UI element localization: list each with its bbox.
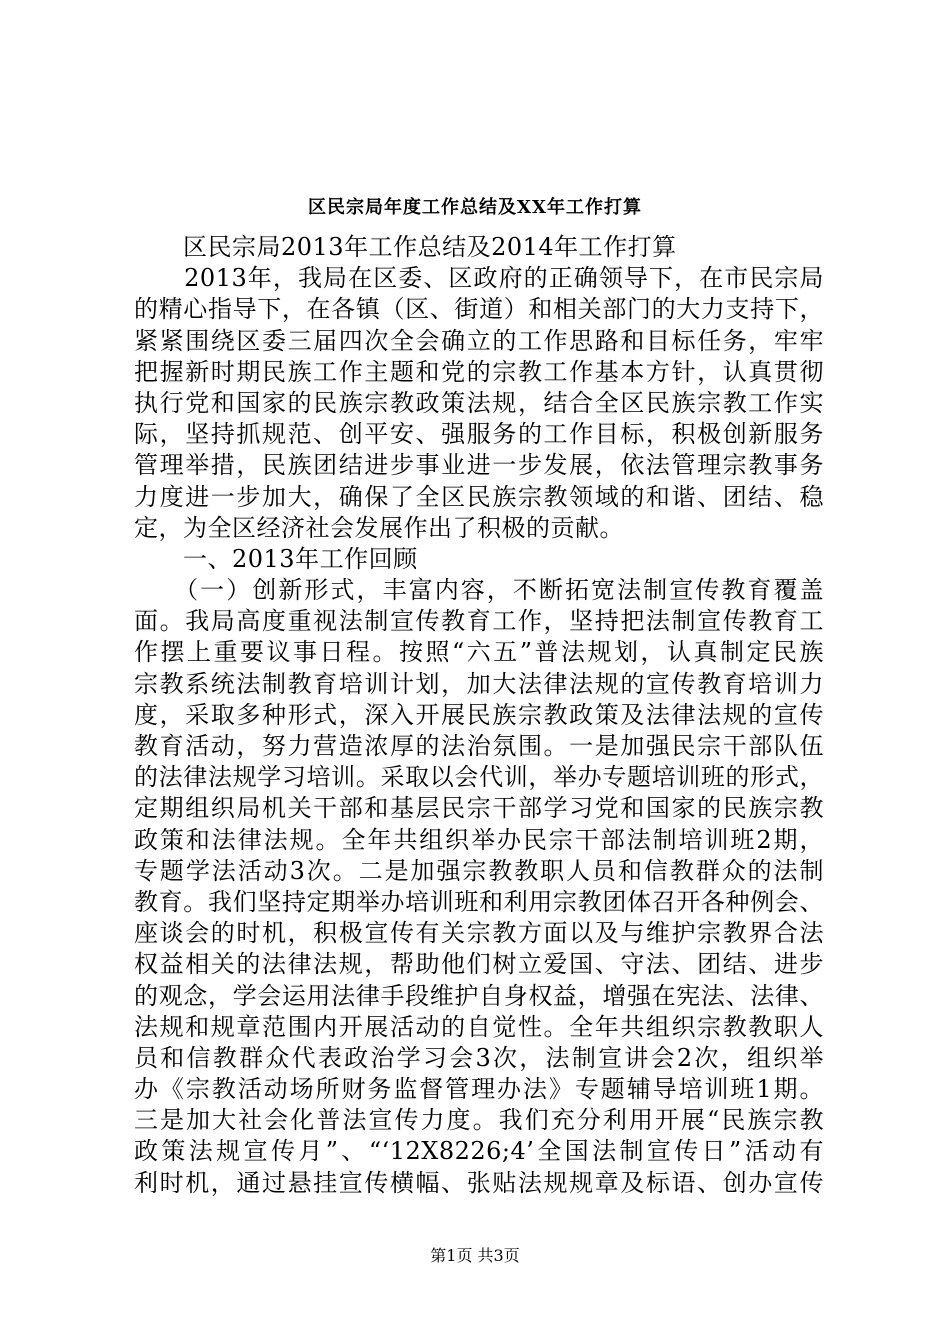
body-line: 面。我局高度重视法制宣传教育工作，坚持把法制宣传教育工 [134,607,824,636]
body-line: 政策法规宣传月”、“‘12X8226;4’全国法制宣传日”活动有 [134,1137,824,1166]
body-line: 政策和法律法规。全年共组织举办民宗干部法制培训班2期， [134,825,824,854]
body-line: 定期组织局机关干部和基层民宗干部学习党和国家的民族宗教 [134,794,824,823]
body-line: 教育活动，努力营造浓厚的法治氛围。一是加强民宗干部队伍 [134,732,824,760]
document-title: 区民宗局年度工作总结及XX年工作打算 [308,197,642,218]
body-line: 管理举措，民族团结进步事业进一步发展，依法管理宗教事务 [134,451,824,480]
body-line: 专题学法活动3次。二是加强宗教教职人员和信教群众的法制 [134,856,824,885]
body-line: 2013年，我局在区委、区政府的正确领导下，在市民宗局 [134,264,824,293]
body-line: 一、2013年工作回顾 [134,544,418,573]
body-line: 紧紧围绕区委三届四次全会确立的工作思路和目标任务，牢牢 [134,326,824,355]
body-line: 员和信教群众代表政治学习会3次，法制宣讲会2次，组织举 [134,1043,824,1072]
body-line: 的观念，学会运用法律手段维护自身权益，增强在宪法、法律、 [134,981,824,1010]
body-line: 把握新时期民族工作主题和党的宗教工作基本方针，认真贯彻 [134,357,824,386]
body-line: 教育。我们坚持定期举办培训班和利用宗教团体召开各种例会、 [134,887,824,916]
body-line: 的精心指导下，在各镇（区、街道）和相关部门的大力支持下， [134,295,824,324]
document-body [134,232,824,1199]
body-line: 力度进一步加大，确保了全区民族宗教领域的和谐、团结、稳 [134,482,824,511]
body-line: 定，为全区经济社会发展作出了积极的贡献。 [134,513,624,542]
body-line: 作摆上重要议事日程。按照“六五”普法规划，认真制定民族 [134,638,824,667]
body-line: 办《宗教活动场所财务监督管理办法》专题辅导培训班1期。 [134,1075,824,1104]
body-line: 执行党和国家的民族宗教政策法规，结合全区民族宗教工作实 [134,388,824,417]
body-line: 度，采取多种形式，深入开展民族宗教政策及法律法规的宣传 [134,700,824,729]
body-line: 法规和规章范围内开展活动的自觉性。全年共组织宗教教职人 [134,1012,824,1041]
body-line: 区民宗局2013年工作总结及2014年工作打算 [134,233,677,261]
body-line: 座谈会的时机，积极宣传有关宗教方面以及与维护宗教界合法 [134,919,824,948]
page-footer: 第1页 共3页 [430,1246,520,1265]
body-line: 际，坚持抓规范、创平安、强服务的工作目标，积极创新服务 [134,420,824,449]
body-line: 的法律法规学习培训。采取以会代训，举办专题培训班的形式， [134,763,824,792]
body-line: 宗教系统法制教育培训计划，加大法律法规的宣传教育培训力 [134,669,824,698]
body-line: 利时机，通过悬挂宣传横幅、张贴法规规章及标语、创办宣传 [134,1168,824,1197]
body-line: 三是加大社会化普法宣传力度。我们充分利用开展“民族宗教 [134,1106,824,1135]
body-line: （一）创新形式，丰富内容，不断拓宽法制宣传教育覆盖 [134,576,824,605]
body-line: 权益相关的法律法规，帮助他们树立爱国、守法、团结、进步 [134,950,824,979]
